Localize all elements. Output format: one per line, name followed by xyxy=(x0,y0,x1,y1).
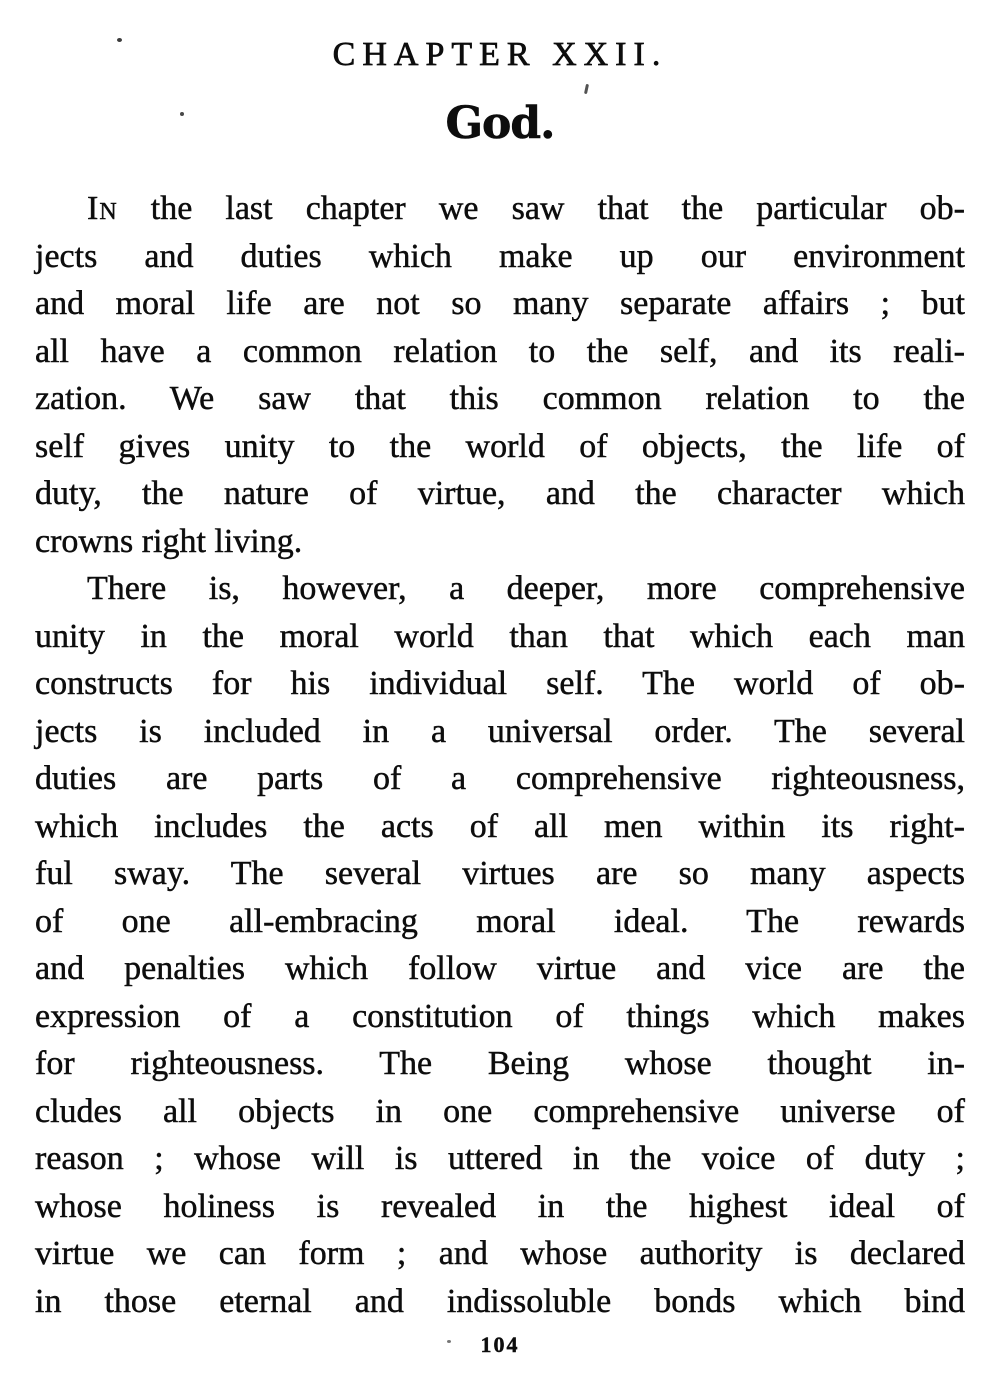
text-line: self gives unity to the world of objects, the life of xyxy=(35,427,965,465)
chapter-heading: CHAPTER XXII. xyxy=(332,36,668,73)
text-line: ful sway. The several virtues are so many aspects xyxy=(35,855,965,892)
paragraph-2 xyxy=(35,565,965,1325)
text-line-rest: the last chapter we saw that the particular ob- xyxy=(117,190,965,227)
text-line xyxy=(35,185,965,233)
scan-speck xyxy=(584,84,589,94)
text-line: jects is included in a universal order. The several xyxy=(35,712,965,750)
text-line: and penalties which follow virtue and vice are the xyxy=(35,950,965,987)
text-line: crowns right living. xyxy=(35,522,303,560)
text-line: for righteousness. The Being whose thought in- xyxy=(35,1045,965,1082)
text-line: all have a common relation to the self, and its reali- xyxy=(35,332,965,370)
text-line: zation. We saw that this common relation to the xyxy=(35,380,965,417)
chapter-title: God. xyxy=(445,98,555,149)
text-line: whose holiness is revealed in the highest ideal of xyxy=(35,1187,965,1225)
scan-speck xyxy=(447,1340,451,1343)
text-line: in those eternal and indissoluble bonds which bind xyxy=(35,1282,965,1320)
lead-word: In xyxy=(87,190,118,227)
body-text xyxy=(35,185,965,1325)
text-line: cludes all objects in one comprehensive universe of xyxy=(35,1092,965,1130)
text-line: of one all-embracing moral ideal. The rewards xyxy=(35,902,965,940)
text-line: jects and duties which make up our environment xyxy=(35,237,965,275)
paragraph-1 xyxy=(35,185,965,565)
text-line: constructs for his individual self. The world of ob- xyxy=(35,665,965,702)
page-number: 104 xyxy=(480,1332,520,1357)
text-line: expression of a constitution of things which makes xyxy=(35,997,965,1035)
scan-speck xyxy=(117,38,122,42)
text-line: and moral life are not so many separate affairs ; but xyxy=(35,285,965,322)
text-line: virtue we can form ; and whose authority is declared xyxy=(35,1235,965,1272)
text-line: duties are parts of a comprehensive righteousness, xyxy=(35,760,965,797)
scan-speck xyxy=(180,112,184,116)
text-line: reason ; whose will is uttered in the voice of duty ; xyxy=(35,1140,965,1177)
text-line: unity in the moral world than that which each man xyxy=(35,617,965,655)
text-line: duty, the nature of virtue, and the character which xyxy=(35,475,965,512)
text-line: which includes the acts of all men within its right- xyxy=(35,807,965,845)
text-line: There is, however, a deeper, more comprehensive xyxy=(87,570,965,607)
